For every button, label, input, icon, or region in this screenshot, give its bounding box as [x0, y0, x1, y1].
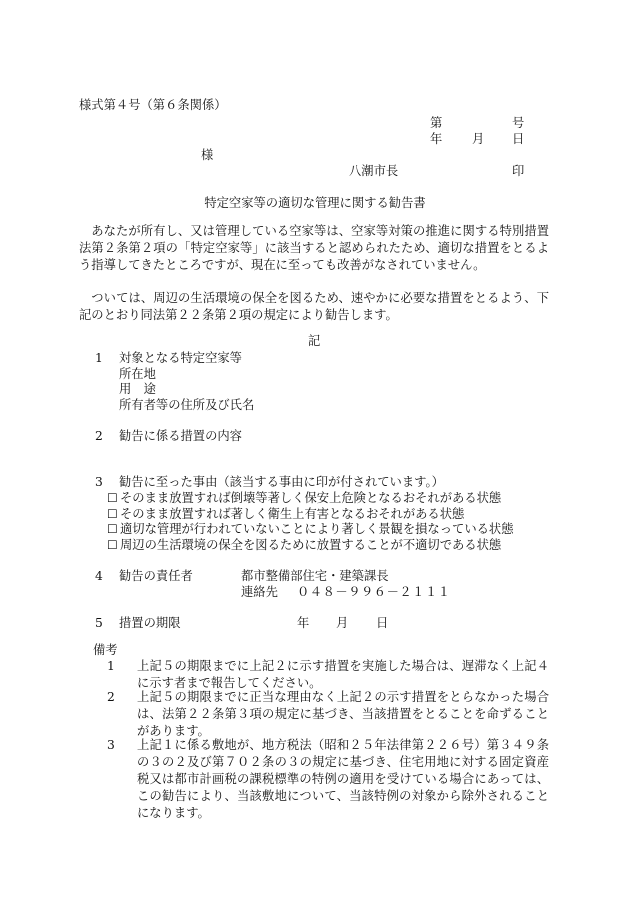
checkbox-reason-1[interactable]: ☐	[107, 491, 118, 505]
date-year: 年	[430, 132, 443, 146]
item-3-number: 3	[95, 475, 103, 489]
item-5-number: 5	[95, 616, 103, 630]
note-3-text: 上記１に係る敷地が、地方税法（昭和２５年法律第２２６号）第３４９条の３の２及び第７０２条の３の規定に基づき、住宅用地に対する固定資産税又は都市計画税の課税標準の特例の適用を受けている場合にあっては、この勧告により、当該敷地について、当該特例の対象から除外されることになります。	[137, 738, 549, 820]
seal-mark: 印	[512, 164, 525, 178]
item-1-number: 1	[95, 351, 103, 365]
deadline-day: 日	[376, 616, 389, 630]
item-1-label: 対象となる特定空家等	[119, 351, 242, 365]
reason-text-1: そのまま放置すれば倒壊等著しく保安上危険となるおそれがある状態	[120, 491, 502, 505]
contact-label: 連絡先	[241, 585, 278, 599]
checkbox-reason-3[interactable]: ☐	[107, 522, 118, 536]
note-1	[107, 658, 549, 692]
checkbox-reason-4[interactable]: ☐	[107, 538, 118, 552]
reason-text-4: 周辺の生活環境の保全を図るために放置することが不適切である状態	[120, 538, 502, 552]
date-day: 日	[512, 132, 525, 146]
note-2	[107, 689, 549, 740]
reason-row-3	[107, 521, 514, 538]
document-number-suffix: 号	[512, 116, 525, 130]
contact-phone: ０４８－９９６－２１１１	[297, 585, 451, 599]
item-4-label: 勧告の責任者	[119, 569, 193, 583]
ki-heading: 記	[308, 334, 321, 348]
date-month: 月	[472, 132, 485, 146]
item-4-number: 4	[95, 569, 103, 583]
item-2-label: 勧告に係る措置の内容	[119, 429, 242, 443]
reason-row-4	[107, 537, 501, 554]
deadline-year: 年	[297, 616, 310, 630]
item-5-label: 措置の期限	[119, 616, 181, 630]
item-1-owner: 所有者等の住所及び氏名	[119, 398, 255, 412]
reason-text-2: そのまま放置すれば著しく衛生上有害となるおそれがある状態	[120, 507, 465, 521]
item-1-location: 所在地	[119, 367, 156, 381]
body-paragraph-2: ついては、周辺の生活環境の保全を図るため、速やかに必要な措置をとるよう、下記のとおり同法第２２条第２項の規定により勧告します。	[79, 291, 549, 322]
body-paragraph-1: あなたが所有し、又は管理している空家等は、空家等対策の推進に関する特別措置法第２条第２項の「特定空家等」に該当すると認められたため、適切な措置をとるよう指導してきたところですが、現在に至っても改善がなされていません。	[79, 224, 549, 272]
note-2-number: 2	[107, 690, 115, 704]
notes-heading: 備考	[93, 643, 118, 657]
item-3-label: 勧告に至った事由（該当する事由に印が付されています。）	[119, 475, 444, 489]
note-3-number: 3	[107, 738, 115, 752]
reason-row-1	[107, 490, 501, 507]
note-2-text: 上記５の期限までに正当な理由なく上記２の示す措置をとらなかった場合は、法第２２条第３項の規定に基づき、当該措置をとることを命ずることがあります。	[137, 690, 549, 738]
document-number-prefix: 第	[430, 116, 443, 130]
form-label: 様式第４号（第６条関係）	[79, 98, 227, 112]
responsible-department: 都市整備部住宅・建築課長	[241, 569, 389, 583]
item-2-number: 2	[95, 429, 103, 443]
document-title: 特定空家等の適切な管理に関する勧告書	[204, 196, 426, 210]
item-1-usage: 用 途	[119, 382, 156, 396]
reason-text-3: 適切な管理が行われていないことにより著しく景観を損なっている状態	[120, 522, 514, 536]
note-1-number: 1	[107, 659, 115, 673]
addressee-suffix: 様	[201, 148, 214, 162]
issuer: 八潮市長	[349, 164, 399, 178]
checkbox-reason-2[interactable]: ☐	[107, 507, 118, 521]
note-1-text: 上記５の期限までに上記２に示す措置を実施した場合は、遅滞なく上記４に示す者まで報告してください。	[137, 659, 549, 690]
deadline-month: 月	[336, 616, 349, 630]
note-3	[107, 737, 549, 822]
